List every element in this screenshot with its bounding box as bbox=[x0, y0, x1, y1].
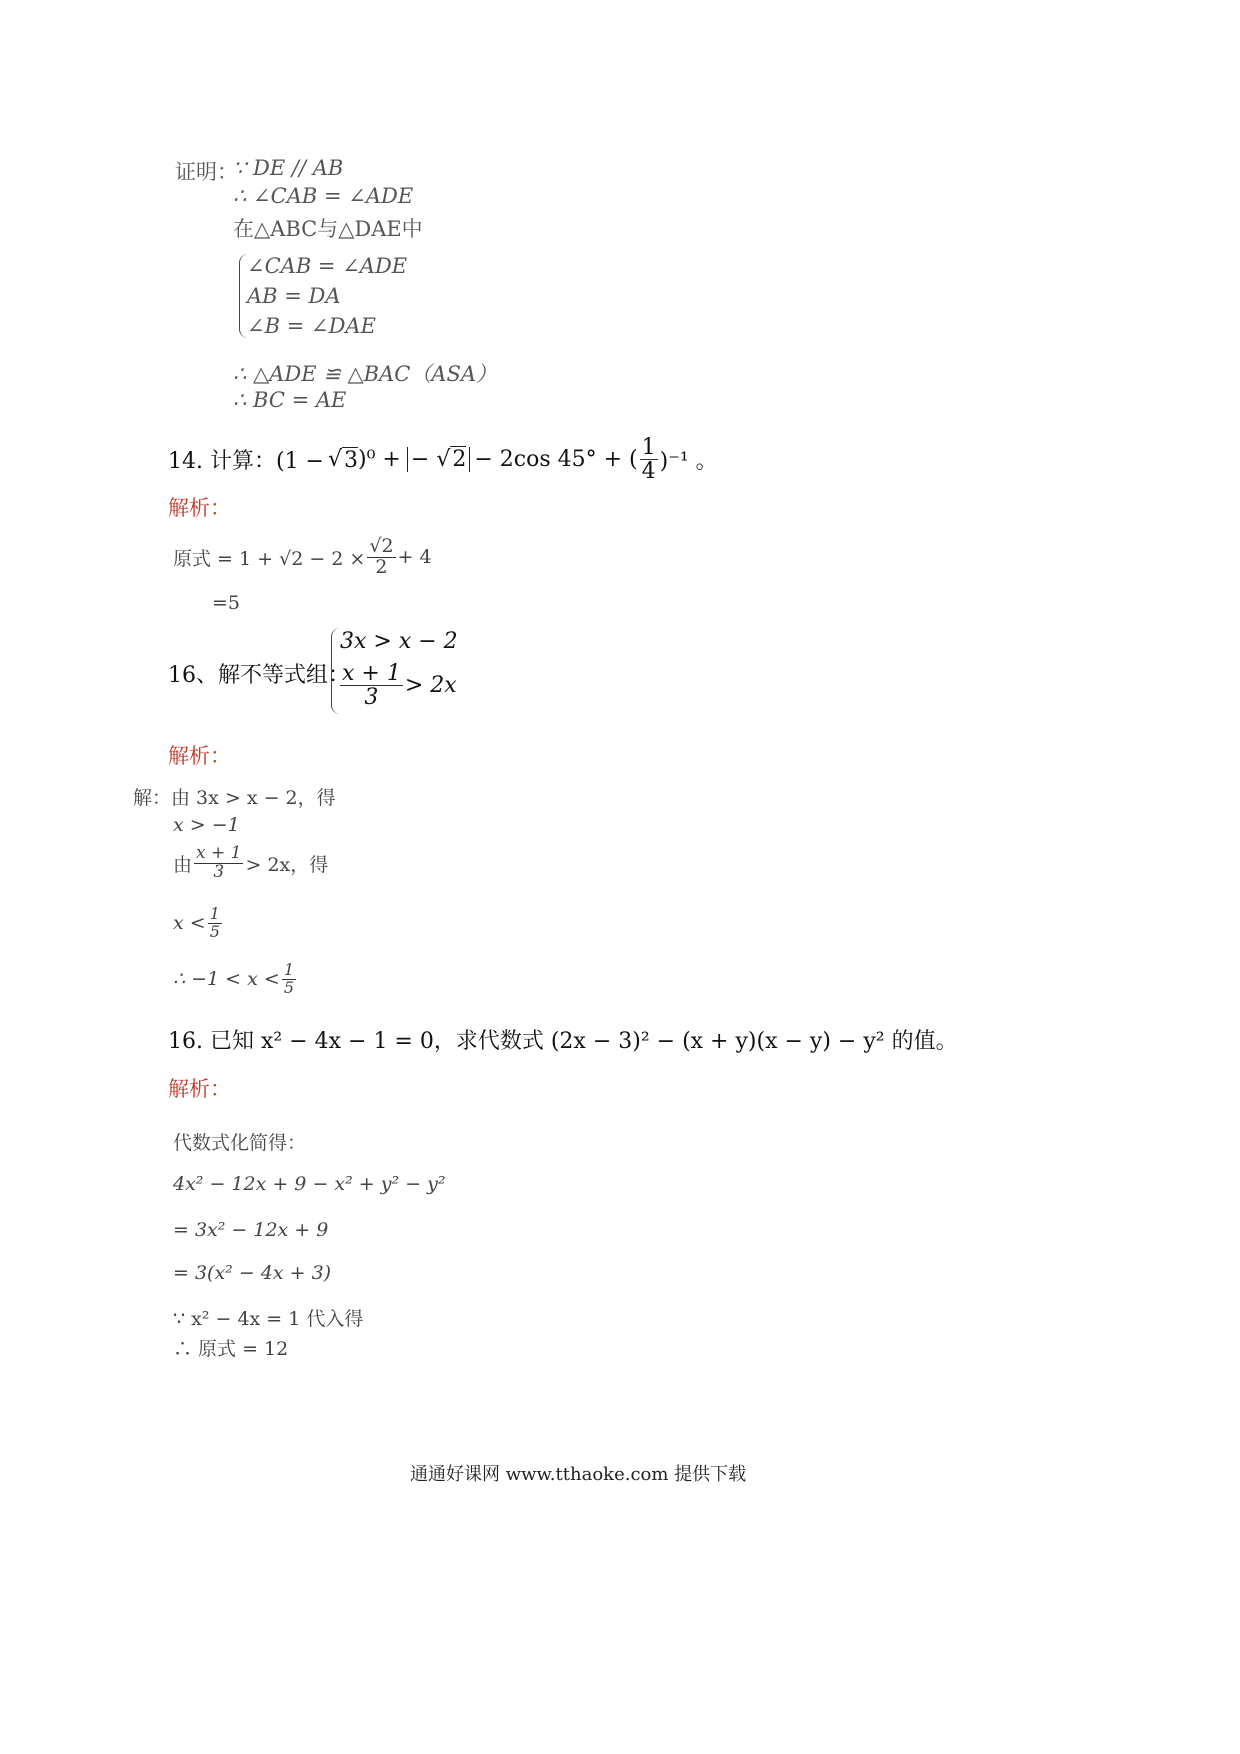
proof-line-4: ∴ △ADE ≌ △BAC（ASA） bbox=[233, 362, 497, 386]
a14-prefix: 原式 = 1 + √2 − 2 × bbox=[173, 547, 366, 570]
q14-frac-den: 4 bbox=[641, 459, 656, 485]
a16a-l3-prefix: 由 bbox=[173, 853, 193, 876]
question-16b: 16. 已知 x² − 4x − 1 = 0，求代数式 (2x − 3)² − (x + y)(x − y) − y² 的值。 bbox=[168, 1029, 958, 1054]
proof-system-eq-3: ∠B = ∠DAE bbox=[247, 314, 376, 338]
q14-fraction bbox=[640, 436, 658, 483]
answer-16b-line-1: 代数式化简得： bbox=[173, 1132, 307, 1154]
q14-prefix: 14. 计算：(1 − bbox=[168, 449, 324, 475]
q14-part2: )⁰ + bbox=[358, 447, 401, 473]
answer-14-line-2: =5 bbox=[212, 592, 241, 614]
proof-line-5: ∴ BC = AE bbox=[233, 388, 347, 412]
answer-16a-line-2: x > −1 bbox=[173, 814, 240, 836]
a14-fraction bbox=[367, 537, 395, 578]
jiexi-label-3: 解析： bbox=[168, 1077, 231, 1101]
q14-part3: − 2cos 45° + ( bbox=[474, 447, 638, 473]
proof-line-3: 在△ABC与△DAE中 bbox=[233, 217, 423, 241]
q14-abs-value bbox=[407, 447, 470, 472]
answer-16b-line-5: ∵ x² − 4x = 1 代入得 bbox=[173, 1308, 364, 1330]
a16a-l5-den: 5 bbox=[283, 977, 294, 997]
proof-line-1: ∵ DE // AB bbox=[233, 156, 344, 180]
a14-frac-den: 2 bbox=[375, 555, 388, 578]
q16a-eq2-suffix: > 2x bbox=[404, 673, 457, 699]
answer-16b-line-2: 4x² − 12x + 9 − x² + y² − y² bbox=[173, 1173, 446, 1195]
q14-sqrt3: 3 bbox=[344, 447, 359, 473]
answer-16b-line-6: ∴ 原式 = 12 bbox=[173, 1338, 289, 1360]
answer-16a-line-1: 解：由 3x > x − 2，得 bbox=[133, 787, 336, 809]
answer-16a-line-4 bbox=[173, 906, 224, 941]
a14-suffix: + 4 bbox=[397, 546, 432, 569]
sqrt-icon: √ bbox=[436, 447, 451, 473]
q16a-frac-num: x + 1 bbox=[342, 661, 401, 686]
q16a-eq-1: 3x > x − 2 bbox=[340, 629, 458, 654]
a16a-l3-suffix: > 2x，得 bbox=[245, 853, 329, 876]
answer-16a-line-3 bbox=[173, 845, 328, 882]
a16a-l3-den: 3 bbox=[213, 861, 225, 882]
jiexi-label-2: 解析： bbox=[168, 744, 231, 768]
a16a-l4-fraction bbox=[208, 906, 222, 941]
proof-line-2: ∴ ∠CAB = ∠ADE bbox=[233, 184, 414, 208]
q14-neg: − bbox=[410, 447, 430, 473]
answer-14-line-1 bbox=[173, 537, 432, 578]
q14-sqrt2: 2 bbox=[452, 447, 467, 473]
q16a-frac-den: 3 bbox=[364, 685, 379, 711]
question-16a-prefix: 16、解不等式组： bbox=[168, 663, 350, 688]
page-footer: 通通好课网 www.tthaoke.com 提供下载 bbox=[410, 1464, 747, 1485]
a16a-l5-fraction bbox=[282, 962, 296, 997]
answer-16a-line-5 bbox=[173, 962, 298, 997]
answer-16b-line-4: = 3(x² − 4x + 3) bbox=[173, 1262, 332, 1284]
a16a-l5-prefix: ∴ −1 < x < bbox=[173, 968, 280, 991]
jiexi-label-1: 解析： bbox=[168, 496, 231, 520]
a16a-l4-num: 1 bbox=[209, 904, 220, 923]
sqrt-icon: √ bbox=[328, 447, 343, 473]
proof-label: 证明： bbox=[175, 160, 238, 184]
question-14 bbox=[168, 436, 718, 483]
a14-frac-num: √2 bbox=[369, 535, 394, 557]
a16a-l4-den: 5 bbox=[209, 921, 220, 941]
answer-16b-line-3: = 3x² − 12x + 9 bbox=[173, 1219, 329, 1241]
q14-frac-num: 1 bbox=[641, 435, 656, 460]
a16a-l3-num: x + 1 bbox=[196, 843, 242, 863]
q14-part4: )⁻¹ 。 bbox=[659, 449, 718, 475]
a16a-l3-fraction bbox=[194, 845, 243, 882]
proof-system-eq-1: ∠CAB = ∠ADE bbox=[247, 254, 408, 278]
proof-system-eq-2: AB = DA bbox=[247, 284, 341, 308]
a16a-l5-num: 1 bbox=[283, 960, 294, 979]
q16a-eq-2 bbox=[338, 662, 457, 709]
a16a-l4-prefix: x < bbox=[173, 912, 206, 935]
q16a-fraction bbox=[340, 662, 403, 709]
